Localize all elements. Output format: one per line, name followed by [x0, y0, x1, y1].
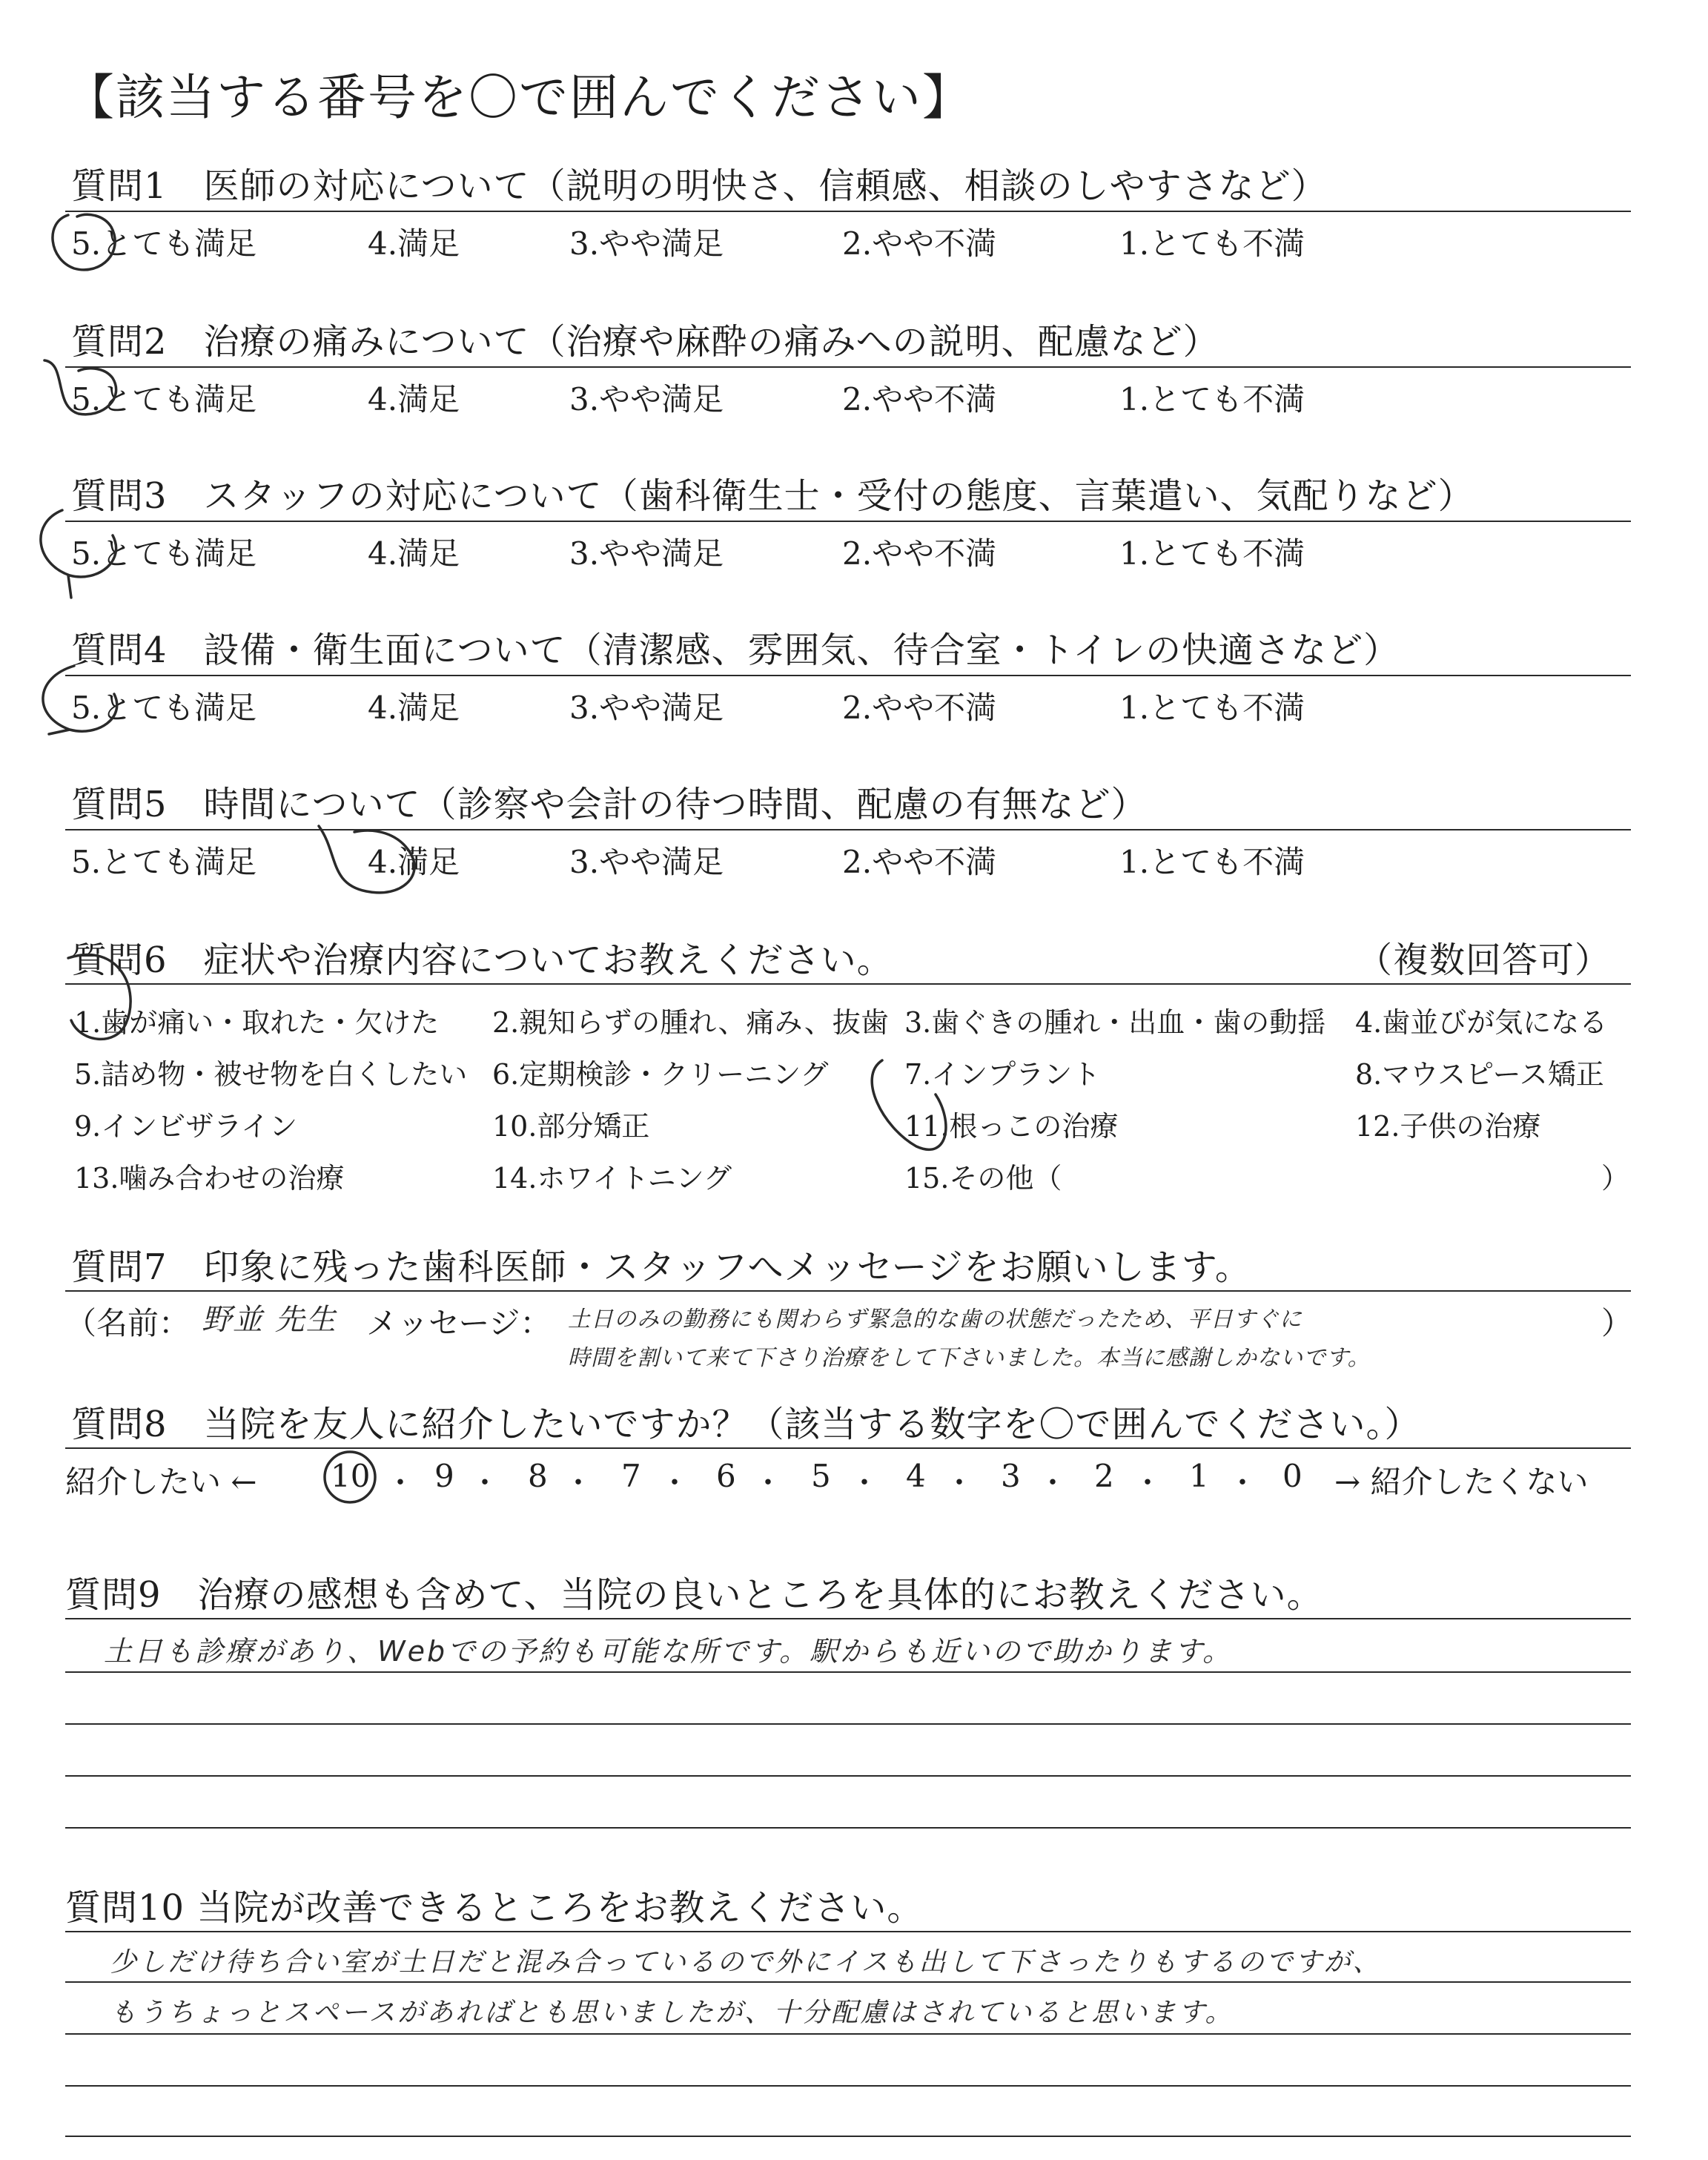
divider: [65, 1290, 1631, 1292]
q6-item-8[interactable]: 8.マウスピース矯正: [1355, 1058, 1604, 1091]
q6-item-1[interactable]: 1.歯が痛い・取れた・欠けた: [74, 1006, 440, 1039]
q4-option-4[interactable]: 4.満足: [368, 690, 460, 726]
q9-answer-handwritten[interactable]: 土日も診療があり、Webでの予約も可能な所です。駅からも近いので助かります。: [104, 1635, 1233, 1668]
q3-option-3[interactable]: 3.やや満足: [569, 535, 724, 572]
divider: [65, 983, 1631, 985]
scale-5[interactable]: 5: [811, 1458, 831, 1494]
scale-10[interactable]: 10: [331, 1458, 371, 1494]
q6-item-10[interactable]: 10.部分矯正: [492, 1110, 650, 1143]
q1-option-2[interactable]: 2.やや不満: [842, 225, 997, 262]
q6-item-12[interactable]: 12.子供の治療: [1355, 1110, 1541, 1143]
q5-option-5[interactable]: 5.とても満足: [71, 844, 257, 880]
q2-option-1[interactable]: 1.とても不満: [1119, 381, 1305, 417]
scale-dot: ・: [563, 1466, 593, 1500]
question-8-title: 質問8 当院を友人に紹介したいですか？（該当する数字を〇で囲んでください。）: [71, 1404, 1421, 1445]
question-10-title: 質問10 当院が改善できるところをお教えください。: [65, 1887, 924, 1929]
scale-2[interactable]: 2: [1094, 1458, 1114, 1494]
scale-4[interactable]: 4: [906, 1458, 926, 1494]
q10-answer-handwritten-line-1[interactable]: 少しだけ待ち合い室が土日だと混み合っているので外にイスも出して下さったりもするのですが、: [110, 1947, 1382, 1978]
question-2-title: 質問2 治療の痛みについて（治療や麻酔の痛みへの説明、配慮など）: [71, 321, 1219, 363]
q6-item-4[interactable]: 4.歯並びが気になる: [1355, 1006, 1608, 1039]
q6-item-7[interactable]: 7.インプラント: [904, 1058, 1101, 1091]
q6-item-11[interactable]: 11.根っこの治療: [904, 1110, 1119, 1143]
scale-9[interactable]: 9: [434, 1458, 454, 1494]
question-3-title: 質問3 スタッフの対応について（歯科衛生士・受付の態度、言葉遣い、気配りなど）: [71, 475, 1474, 517]
q3-option-4[interactable]: 4.満足: [368, 535, 460, 572]
answer-line: [65, 1671, 1631, 1673]
q5-option-4[interactable]: 4.満足: [368, 844, 460, 880]
q1-option-5[interactable]: 5.とても満足: [71, 225, 257, 262]
q5-option-3[interactable]: 3.やや満足: [569, 844, 724, 880]
scale-6[interactable]: 6: [716, 1458, 736, 1494]
divider: [65, 521, 1631, 522]
question-5-title: 質問5 時間について（診察や会計の待つ時間、配慮の有無など）: [71, 784, 1148, 825]
q2-option-2[interactable]: 2.やや不満: [842, 381, 997, 417]
answer-line: [65, 1723, 1631, 1725]
q6-item-13[interactable]: 13.噛み合わせの治療: [74, 1162, 345, 1195]
scale-dot: ・: [1038, 1466, 1068, 1500]
scale-dot: ・: [385, 1466, 415, 1500]
scale-dot: ・: [1228, 1466, 1257, 1500]
scale-dot: ・: [850, 1466, 879, 1500]
message-close-paren: ）: [1601, 1305, 1633, 1341]
q4-option-1[interactable]: 1.とても不満: [1119, 690, 1305, 726]
q4-option-3[interactable]: 3.やや満足: [569, 690, 724, 726]
divider: [65, 1447, 1631, 1449]
q1-option-1[interactable]: 1.とても不満: [1119, 225, 1305, 262]
q6-item-14[interactable]: 14.ホワイトニング: [492, 1162, 732, 1195]
scale-dot: ・: [660, 1466, 689, 1500]
scale-0[interactable]: 0: [1282, 1458, 1302, 1494]
question-6-title: 質問6 症状や治療内容についてお教えください。: [71, 939, 893, 981]
recommend-label-left: 紹介したい ←: [65, 1464, 257, 1500]
form-header: 【該当する番号を〇で囲んでください】: [65, 69, 973, 126]
scale-dot: ・: [1133, 1466, 1162, 1500]
name-label: （名前：: [65, 1305, 191, 1341]
scale-7[interactable]: 7: [621, 1458, 641, 1494]
question-9-title: 質問9 治療の感想も含めて、当院の良いところを具体的にお教えください。: [65, 1574, 1323, 1616]
message-handwritten-line-1[interactable]: 土日のみの勤務にも関わらず緊急的な歯の状態だったため、平日すぐに: [568, 1307, 1302, 1332]
q6-item-6[interactable]: 6.定期検診・クリーニング: [492, 1058, 829, 1091]
answer-line: [65, 2136, 1631, 2137]
scale-3[interactable]: 3: [1001, 1458, 1021, 1494]
q6-item-9[interactable]: 9.インビザライン: [74, 1110, 298, 1143]
answer-line: [65, 1775, 1631, 1777]
q4-option-2[interactable]: 2.やや不満: [842, 690, 997, 726]
scale-dot: ・: [470, 1466, 500, 1500]
answer-line: [65, 2085, 1631, 2087]
q6-item-2[interactable]: 2.親知らずの腫れ、痛み、抜歯: [492, 1006, 889, 1039]
answer-line: [65, 2033, 1631, 2035]
multiple-answers-note: （複数回答可）: [1357, 939, 1612, 981]
question-1-title: 質問1 医師の対応について（説明の明快さ、信頼感、相談のしやすさなど）: [71, 165, 1328, 207]
divider: [65, 366, 1631, 368]
answer-line: [65, 1827, 1631, 1829]
q5-option-2[interactable]: 2.やや不満: [842, 844, 997, 880]
q2-option-3[interactable]: 3.やや満足: [569, 381, 724, 417]
message-label: メッセージ：: [366, 1305, 552, 1341]
answer-line: [65, 1618, 1631, 1619]
answer-line: [65, 1981, 1631, 1983]
q1-option-4[interactable]: 4.満足: [368, 225, 460, 262]
q1-option-3[interactable]: 3.やや満足: [569, 225, 724, 262]
divider: [65, 211, 1631, 212]
q3-option-2[interactable]: 2.やや不満: [842, 535, 997, 572]
message-handwritten-line-2[interactable]: 時間を割いて来て下さり治療をして下さいました。本当に感謝しかないです。: [568, 1345, 1371, 1371]
scale-8[interactable]: 8: [528, 1458, 548, 1494]
question-4-title: 質問4 設備・衛生面について（清潔感、雰囲気、待合室・トイレの快適さなど）: [71, 630, 1400, 671]
divider: [65, 829, 1631, 830]
recommend-label-right: → 紹介したくない: [1334, 1464, 1589, 1500]
q2-option-4[interactable]: 4.満足: [368, 381, 460, 417]
q3-option-5[interactable]: 5.とても満足: [71, 535, 257, 572]
scale-dot: ・: [944, 1466, 974, 1500]
q6-item-15[interactable]: 15.その他（: [904, 1162, 1062, 1195]
q2-option-5[interactable]: 5.とても満足: [71, 381, 257, 417]
q10-answer-handwritten-line-2[interactable]: もうちょっとスペースがあればとも思いましたが、十分配慮はされていると思います。: [110, 1998, 1234, 2028]
answer-line: [65, 1931, 1631, 1932]
q6-item-5[interactable]: 5.詰め物・被せ物を白くしたい: [74, 1058, 468, 1091]
q4-option-5[interactable]: 5.とても満足: [71, 690, 257, 726]
divider: [65, 675, 1631, 676]
q6-item-3[interactable]: 3.歯ぐきの腫れ・出血・歯の動揺: [904, 1006, 1326, 1039]
scale-1[interactable]: 1: [1189, 1458, 1209, 1494]
question-7-title: 質問7 印象に残った歯科医師・スタッフへメッセージをお願いします。: [71, 1246, 1251, 1288]
name-handwritten[interactable]: 野並 先生: [202, 1303, 337, 1337]
q5-option-1[interactable]: 1.とても不満: [1119, 844, 1305, 880]
scale-dot: ・: [753, 1466, 783, 1500]
q6-other-close-paren: ）: [1601, 1162, 1630, 1195]
q3-option-1[interactable]: 1.とても不満: [1119, 535, 1305, 572]
